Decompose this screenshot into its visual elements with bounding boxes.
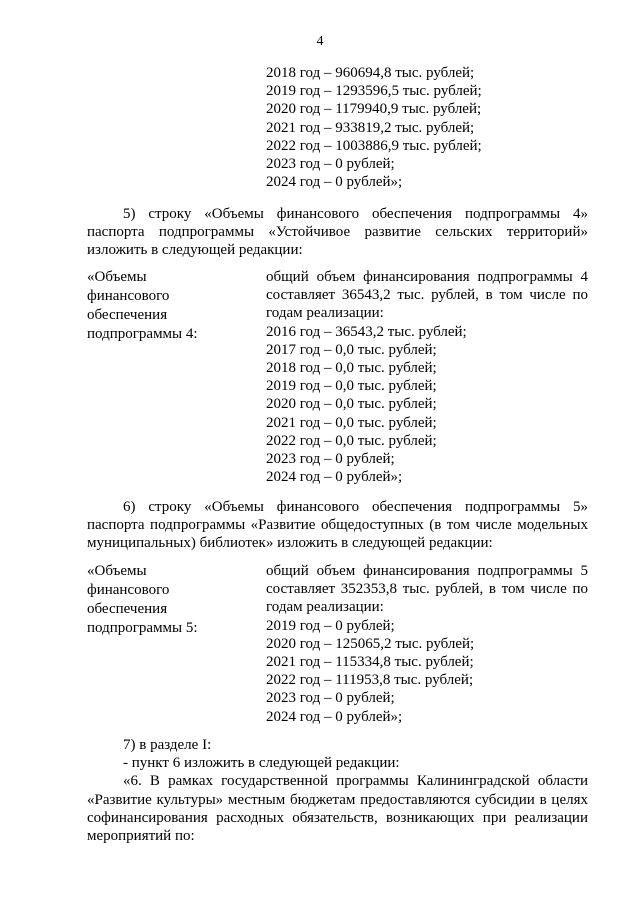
item5-intro: 5) строку «Объемы финансового обеспечения подпрограммы 4» паспорта подпрограммы «Устойчивое развитие сельских территорий» изложить в следующей редакции:	[87, 206, 588, 259]
item5-total: общий объем финансирования подпрограммы 4 составляет 36543,2 тыс. рублей, в том числе по годам реализации:	[266, 269, 588, 322]
year-line: 2019 год – 1293596,5 тыс. рублей;	[266, 83, 482, 100]
year-line: 2022 год – 0,0 тыс. рублей;	[266, 432, 437, 449]
item6-total: общий объем финансирования подпрограммы 5 составляет 352353,8 тыс. рублей, в том числе по годам реализации:	[266, 563, 588, 616]
item6-intro: 6) строку «Объемы финансового обеспечения подпрограммы 5» паспорта подпрограммы «Развитие общедоступных (в том числе модельных муниципальных) библиотек» изложить в следующей редакции:	[87, 499, 588, 552]
year-line: 2022 год – 1003886,9 тыс. рублей;	[266, 137, 482, 154]
item5-details	[266, 268, 588, 486]
year-line: 2020 год – 1179940,9 тыс. рублей;	[266, 101, 482, 118]
year-line: 2019 год – 0,0 тыс. рублей;	[266, 378, 437, 395]
year-line: 2021 год – 933819,2 тыс. рублей;	[266, 119, 475, 136]
label-line: подпрограммы 4:	[87, 326, 198, 342]
year-line: 2020 год – 0,0 тыс. рублей;	[266, 396, 437, 413]
year-line: 2023 год – 0 рублей;	[266, 451, 395, 468]
year-line: 2018 год – 0,0 тыс. рублей;	[266, 360, 437, 377]
year-line: 2022 год – 111953,8 тыс. рублей;	[266, 672, 474, 689]
label-line: обеспечения	[87, 601, 168, 617]
item7-text: «6. В рамках государственной программы Калининградской области «Развитие культуры» местным бюджетам предоставляются субсидии в целях софинансирования расходных обязательств, возникающих при реализации мероприятий по:	[87, 773, 588, 845]
label-line: «Объемы	[87, 269, 147, 285]
label-line: финансового	[87, 582, 170, 598]
year-line: 2018 год – 960694,8 тыс. рублей;	[266, 65, 475, 81]
year-line: 2024 год – 0 рублей»;	[266, 469, 403, 486]
year-line: 2023 год – 0 рублей;	[266, 156, 395, 173]
year-line: 2024 год – 0 рублей»;	[266, 174, 403, 191]
item7-section	[87, 736, 588, 845]
year-line: 2021 год – 0,0 тыс. рублей;	[266, 414, 437, 431]
item7-subpoint: - пункт 6 изложить в следующей редакции:	[123, 755, 400, 772]
label-line: «Объемы	[87, 563, 147, 579]
year-line: 2017 год – 0,0 тыс. рублей;	[266, 341, 437, 358]
label-line: обеспечения	[87, 307, 168, 323]
year-line: 2016 год – 36543,2 тыс. рублей;	[266, 323, 467, 340]
year-line: 2021 год – 115334,8 тыс. рублей;	[266, 654, 474, 671]
page-number: 4	[316, 34, 324, 49]
item5-label	[87, 268, 198, 344]
year-line: 2023 год – 0 рублей;	[266, 690, 395, 707]
year-line: 2019 год – 0 рублей;	[266, 617, 395, 634]
label-line: финансового	[87, 288, 170, 304]
label-line: подпрограммы 5:	[87, 620, 198, 636]
year-line: 2020 год – 125065,2 тыс. рублей;	[266, 635, 475, 652]
year-line: 2024 год – 0 рублей»;	[266, 708, 403, 725]
item7-heading: 7) в разделе I:	[123, 737, 212, 753]
item6-label	[87, 562, 198, 638]
top-years-list	[266, 64, 482, 191]
item6-details	[266, 562, 588, 726]
